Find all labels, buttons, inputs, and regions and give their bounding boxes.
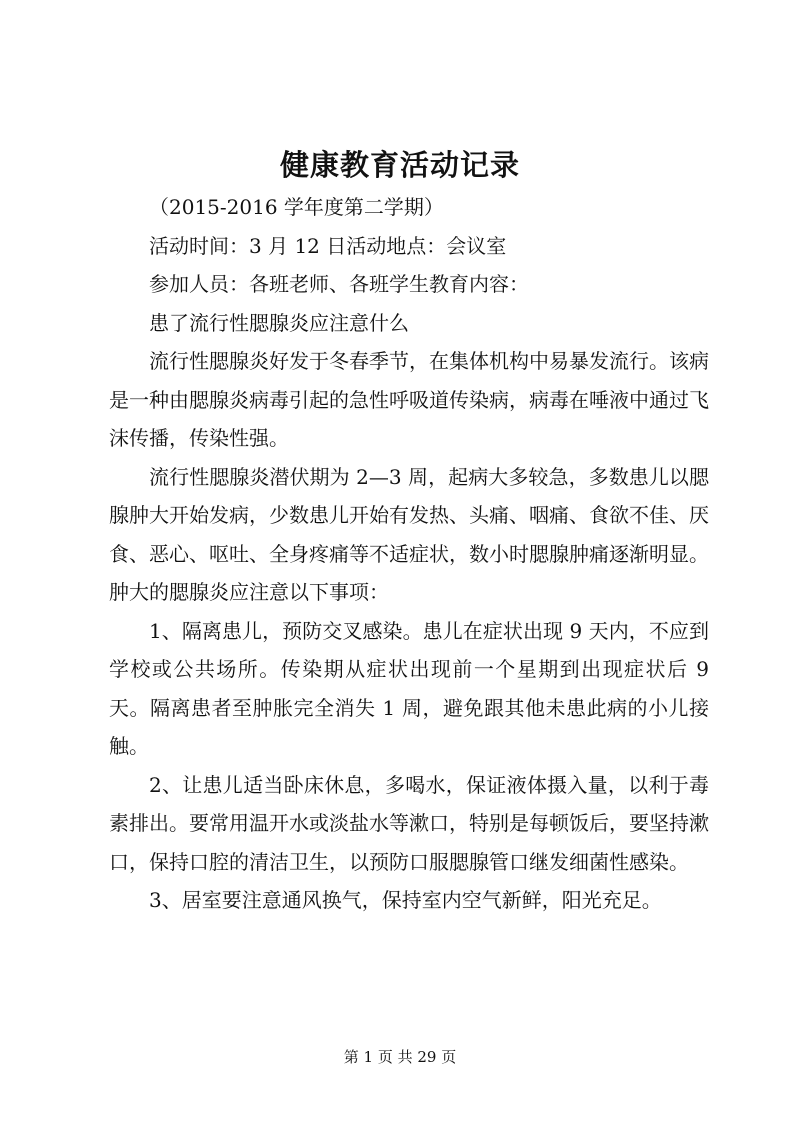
semester-line: （2015-2016 学年度第二学期） xyxy=(149,195,444,219)
page-footer: 第 1 页 共 29 页 xyxy=(343,1048,457,1066)
document-title: 健康教育活动记录 xyxy=(279,148,520,182)
paragraph-item-3: 3、居室要注意通风换气，保持室内空气新鲜，阳光充足。 xyxy=(149,888,662,912)
paragraph-intro: 流行性腮腺炎好发于冬春季节，在集体机构中易暴发流行。该病是一种由腮腺炎病毒引起的急性呼吸道传染病，病毒在唾液中通过飞沫传播，传染性强。 xyxy=(109,349,709,450)
paragraph-item-2: 2、让患儿适当卧床休息，多喝水，保证液体摄入量，以利于毒素排出。要常用温开水或淡盐水等漱口，特别是每顿饭后，要坚持漱口，保持口腔的清洁卫生，以预防口服腮腺管口继发细菌性感染。 xyxy=(109,772,709,874)
topic-heading: 患了流行性腮腺炎应注意什么 xyxy=(149,310,409,335)
activity-time-location: 活动时间：3 月 12 日活动地点：会议室 xyxy=(149,233,507,258)
document-body xyxy=(109,188,709,920)
paragraph-symptoms: 流行性腮腺炎潜伏期为 2—3 周，起病大多较急，多数患儿以腮腺肿大开始发病，少数患儿开始有发热、头痛、咽痛、食欲不佳、厌食、恶心、呕吐、全身疼痛等不适症状，数小时腮腺肿痛逐渐明显。肿大的腮腺炎应注意以下事项： xyxy=(109,464,709,604)
participants-line: 参加人员：各班老师、各班学生教育内容： xyxy=(149,272,529,296)
paragraph-item-1: 1、隔离患儿，预防交叉感染。患儿在症状出现 9 天内，不应到学校或公共场所。传染期从症状出现前一个星期到出现症状后 9 天。隔离患者至肿胀完全消失 1 周，避免跟其他未患此病的小儿接触。 xyxy=(109,618,709,758)
